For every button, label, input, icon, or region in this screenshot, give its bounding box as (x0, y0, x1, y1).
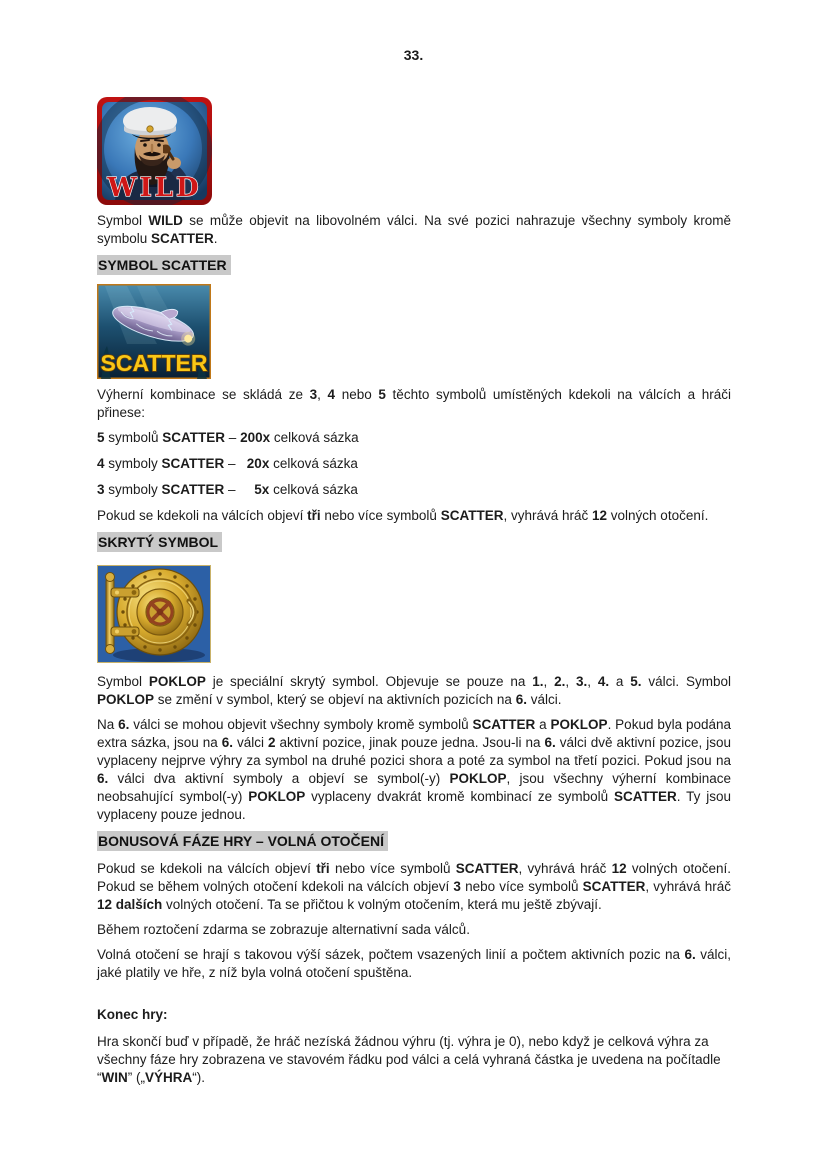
scatter-submarine-icon (97, 284, 211, 379)
heading-end-of-game: Konec hry: (97, 1007, 168, 1022)
paragraph-bonus: Pokud se kdekoli na válcích objeví tři nebo více symbolů SCATTER, vyhrává hráč 12 volných otočení. Pokud se během volných otočení kdekoli na válcích objeví 3 nebo více symbolů SCATTER, vyhrává hráč 12 dalších volných otočení. Ta se přičtou k volným otočením, která mu ještě zbývají. (97, 861, 731, 912)
pay-line-3-scatter: 3 symboly SCATTER – 5x celková sázka (97, 482, 358, 497)
scatter-symbol-image (97, 284, 731, 379)
wild-symbol-image (97, 97, 731, 205)
poklop-hatch-icon (97, 565, 211, 663)
paragraph-end-of-game: Hra skončí buď v případě, že hráč nezíská žádnou výhru (tj. výhra je 0), nebo když je celková výhra za všechny fáze hry zobrazena ve stavovém řádku pod válci a celá vyhraná částka je uvedena na počítadle “WIN” („VÝHRA“). (97, 1034, 721, 1085)
heading-hidden-symbol: SKRYTÝ SYMBOL (97, 532, 222, 552)
page-content (97, 0, 731, 1094)
pay-line-4-scatter: 4 symboly SCATTER – 20x celková sázka (97, 456, 358, 471)
scatter-label: SCATTER (100, 350, 208, 376)
wild-label: WILD (107, 173, 202, 203)
heading-bonus-phase: BONUSOVÁ FÁZE HRY – VOLNÁ OTOČENÍ (97, 831, 388, 851)
paragraph-reel6: Na 6. válci se mohou objevit všechny symboly kromě symbolů SCATTER a POKLOP. Pokud byla podána extra sázka, jsou na 6. válci 2 aktivní pozice, jinak pouze jedna. Jsou-li na 6. válci dvě aktivní pozice, jsou vyplaceny nejprve výhry za symbol na druhé pozici shora a poté za symbol na třetí pozici. Pokud jsou na 6. válci dva aktivní symboly a objeví se symbol(-y) POKLOP, jsou všechny výherní kombinace neobsahující symbol(-y) POKLOP vyplaceny dvakrát kromě kombinací ze symbolů SCATTER. Ty jsou vyplaceny pouze jednou. (97, 717, 731, 822)
paragraph-poklop: Symbol POKLOP je speciální skrytý symbol. Objevuje se pouze na 1., 2., 3., 4. a 5. válci. Symbol POKLOP se změní v symbol, který se objeví na aktivních pozicích na 6. válci. (97, 674, 731, 707)
paragraph-scatter-intro: Výherní kombinace se skládá ze 3, 4 nebo 5 těchto symbolů umístěných kdekoli na válcích a hráči přinese: (97, 387, 731, 420)
heading-symbol-scatter: SYMBOL SCATTER (97, 255, 231, 275)
wild-captain-icon (97, 97, 212, 205)
page-number: 33. (403, 47, 424, 63)
paragraph-three-scatter: Pokud se kdekoli na válcích objeví tři nebo více symbolů SCATTER, vyhrává hráč 12 volných otočení. (97, 508, 709, 523)
paragraph-wild: Symbol WILD se může objevit na libovolném válci. Na své pozici nahrazuje všechny symboly kromě symbolu SCATTER. (97, 213, 731, 246)
pay-line-5-scatter: 5 symbolů SCATTER – 200x celková sázka (97, 430, 359, 445)
paragraph-free-spins: Volná otočení se hrají s takovou výší sázek, počtem vsazených linií a počtem aktivních pozic na 6. válci, jaké platily ve hře, z níž byla volná otočení spuštěna. (97, 947, 732, 980)
poklop-symbol-image (97, 565, 731, 663)
paragraph-alt-reels: Během roztočení zdarma se zobrazuje alternativní sada válců. (97, 922, 470, 937)
